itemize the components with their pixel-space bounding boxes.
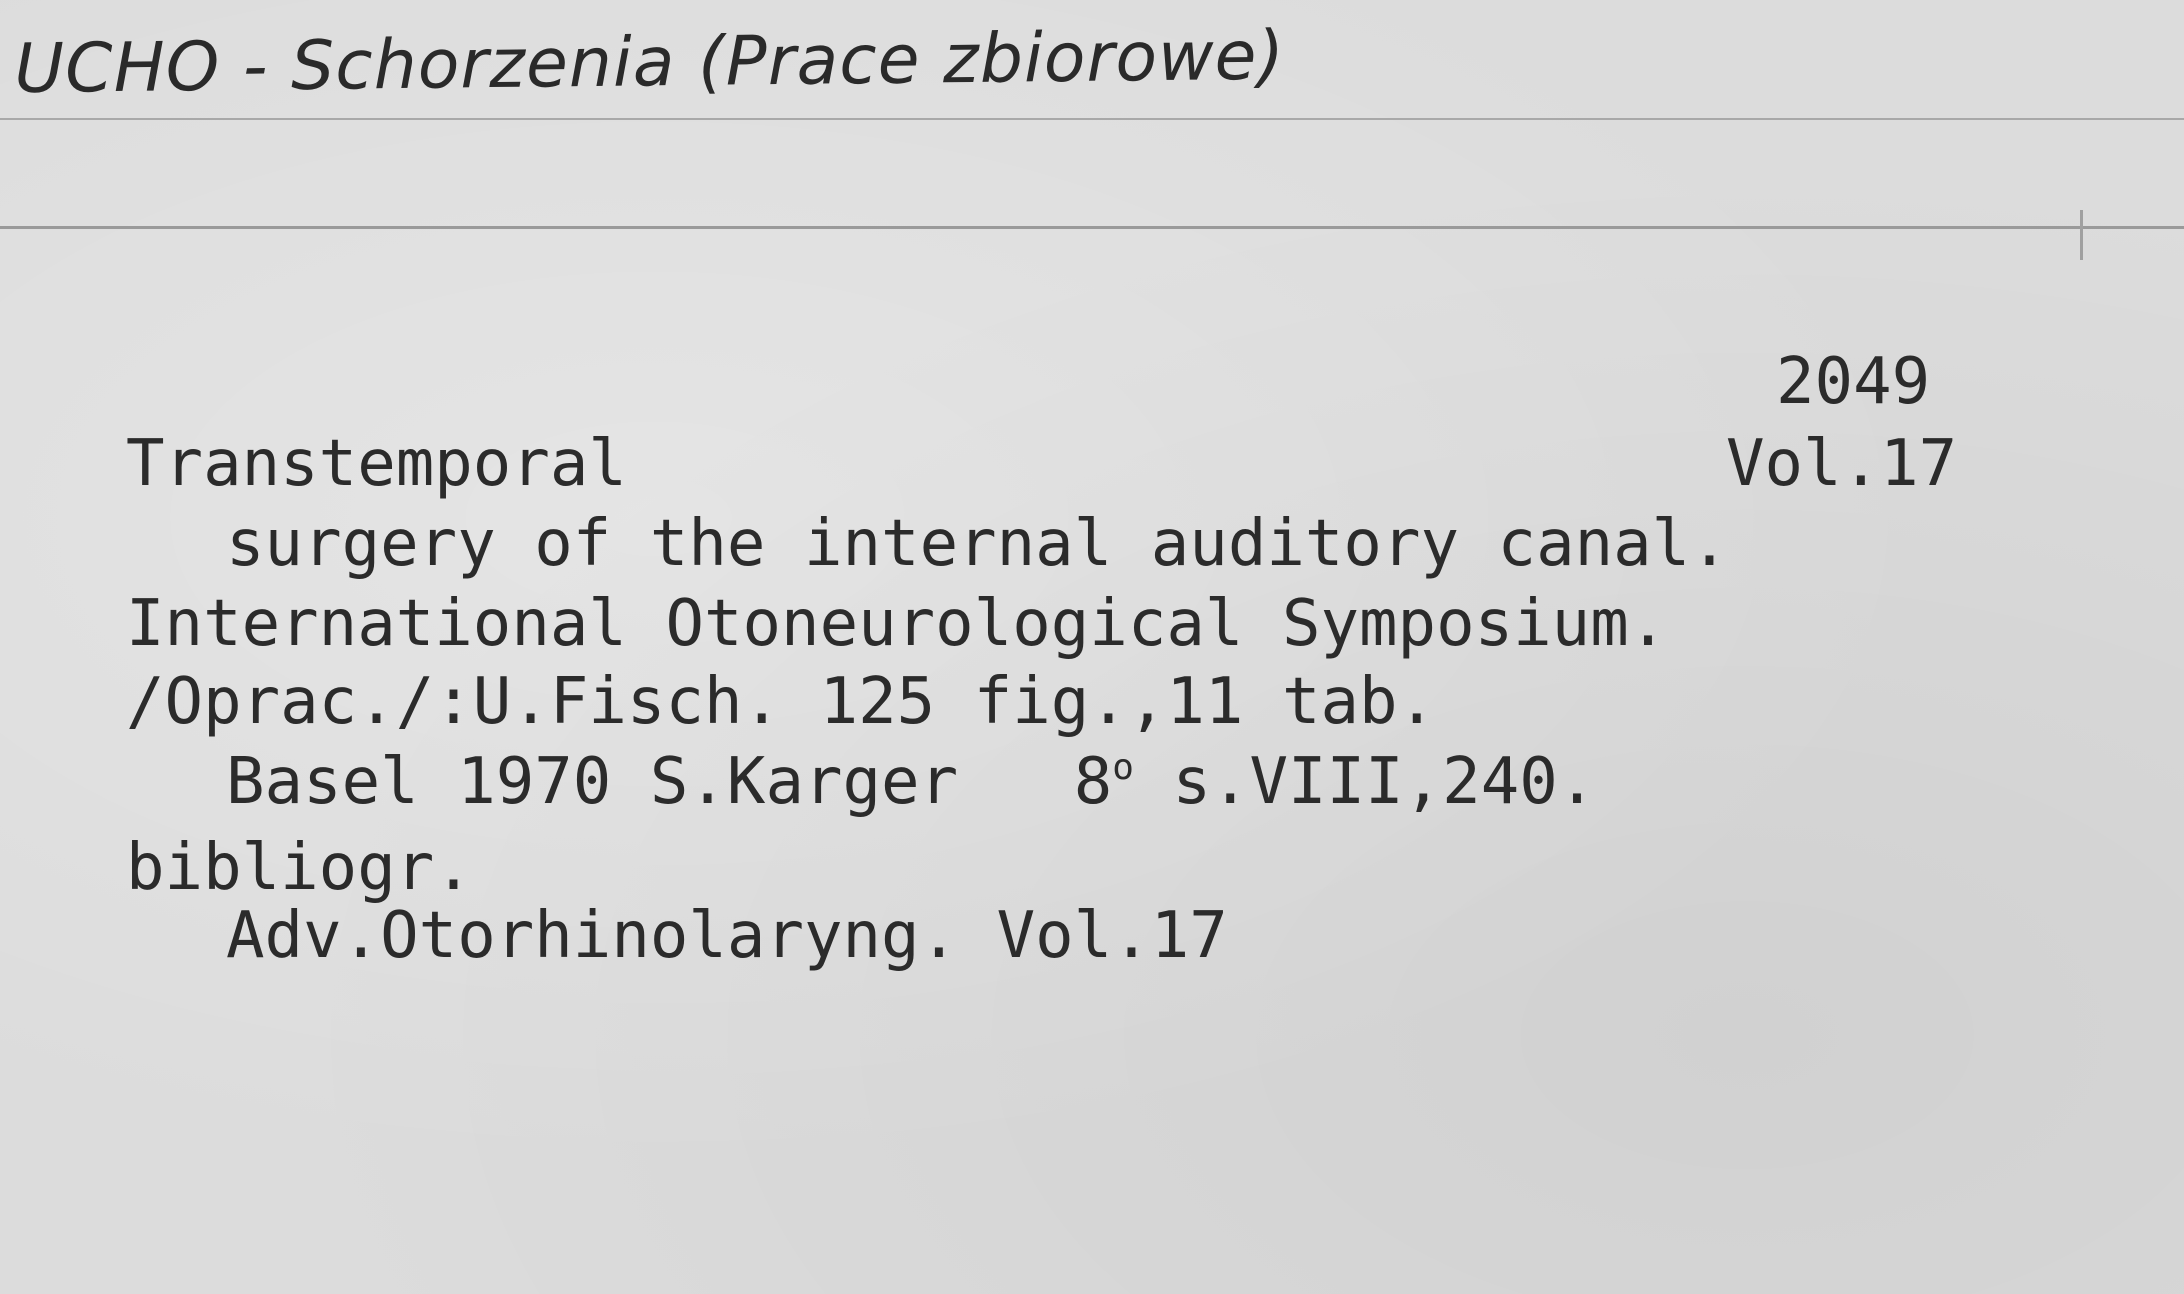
bibliography-note: bibliogr.: [126, 831, 473, 905]
call-number: 2049: [1776, 345, 1931, 419]
subject-heading: UCHO - Schorzenia (Prace zbiorowe): [14, 16, 1286, 109]
title-line-2: surgery of the internal auditory canal.: [226, 507, 1729, 581]
imprint-pre: Basel 1970 S.Karger 8: [226, 745, 1113, 819]
edge-mark: [2080, 210, 2083, 260]
editor-line: /Oprac./:U.Fisch. 125 fig.,11 tab.: [126, 665, 1437, 739]
imprint-superscript: o: [1112, 747, 1134, 788]
imprint-line: [226, 745, 1597, 819]
imprint-post: s.VIII,240.: [1133, 745, 1597, 819]
card-rule: [0, 226, 2184, 229]
heading-underline: [0, 118, 2184, 120]
volume-label: Vol.17: [1726, 427, 1958, 501]
series-note: Adv.Otorhinolaryng. Vol.17: [226, 899, 1228, 973]
title-line-1: Transtemporal: [126, 427, 627, 501]
conference-line: International Otoneurological Symposium.: [126, 587, 1668, 661]
